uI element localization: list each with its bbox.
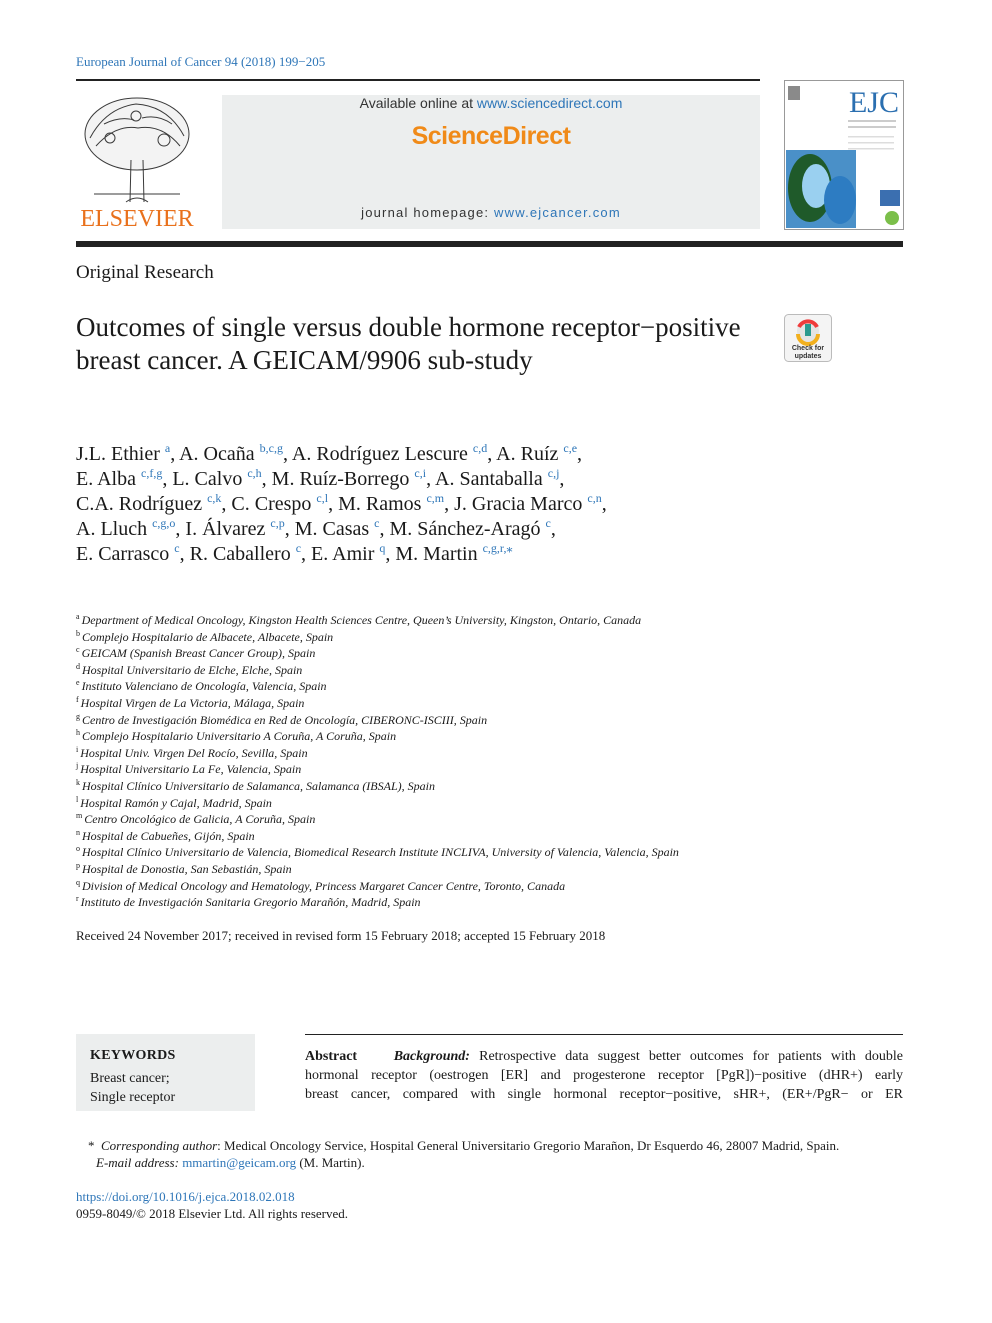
affiliation-item <box>76 695 896 712</box>
affiliation-text: Complejo Hospitalario de Albacete, Albacete, Spain <box>82 629 334 644</box>
affiliation-text: Hospital Clínico Universitario de Valencia, Biomedical Research Institute INCLIVA, University of Valencia, Valencia, Spain <box>82 845 679 860</box>
affiliation-item <box>76 745 896 762</box>
journal-homepage-link[interactable]: www.ejcancer.com <box>494 205 621 220</box>
author-name[interactable]: E. Amir <box>311 543 375 565</box>
email-owner: (M. Martin). <box>296 1155 365 1170</box>
affiliation-text: Complejo Hospitalario Universitario A Coruña, A Coruña, Spain <box>82 729 397 744</box>
affiliation-key: j <box>76 761 79 771</box>
elsevier-wordmark: ELSEVIER <box>80 206 194 230</box>
affiliation-text: Hospital de Cabueñes, Gijón, Spain <box>82 828 255 843</box>
elsevier-logo <box>76 94 198 230</box>
author-name[interactable]: E. Carrasco <box>76 543 170 565</box>
author-affiliation-marks[interactable]: c,g,r,⁎ <box>482 541 513 555</box>
author-separator: , <box>261 468 272 490</box>
affiliation-key: m <box>76 811 83 821</box>
affiliation-key: k <box>76 777 80 787</box>
affiliation-key: p <box>76 860 80 870</box>
affiliation-item <box>76 828 896 845</box>
author-name[interactable]: R. Caballero <box>189 543 291 565</box>
author-affiliation-marks[interactable]: c <box>295 541 302 555</box>
author-separator: , <box>170 443 180 465</box>
email-label: E-mail address: <box>96 1155 179 1170</box>
affiliation-key: c <box>76 645 80 655</box>
author-name[interactable]: M. Ramos <box>338 493 422 515</box>
author-separator: , <box>426 468 435 490</box>
journal-reference-link[interactable]: European Journal of Cancer 94 (2018) 199−205 <box>76 54 326 69</box>
corresponding-address: : Medical Oncology Service, Hospital General Universitario Gregorio Marañon, Dr Esquerdo 46, 28007 Madrid, Spain. <box>217 1138 840 1153</box>
affiliation-key: e <box>76 678 80 688</box>
author-separator: , <box>221 493 232 515</box>
author-affiliation-marks[interactable]: q <box>379 541 386 555</box>
article-title: Outcomes of single versus double hormone receptor−positive breast cancer. A GEICAM/9906 sub-study <box>76 312 741 375</box>
available-online <box>222 95 760 111</box>
affiliation-text: Division of Medical Oncology and Hematology, Princess Margaret Cancer Centre, Toronto, Canada <box>82 878 566 893</box>
journal-cover-thumbnail[interactable] <box>784 80 904 230</box>
author-name[interactable]: A. Lluch <box>76 518 148 540</box>
author-separator: , <box>175 518 186 540</box>
affiliation-text: Hospital Virgen de La Victoria, Málaga, Spain <box>80 695 305 710</box>
affiliation-text: Instituto Valenciano de Oncología, Valencia, Spain <box>81 679 327 694</box>
affiliation-text: Department of Medical Oncology, Kingston Health Sciences Centre, Queen’s University, Kingston, Ontario, Canada <box>81 613 642 627</box>
abstract-divider <box>305 1034 903 1035</box>
author-list <box>76 442 796 567</box>
affiliation-text: Hospital Ramón y Cajal, Madrid, Spain <box>80 795 272 810</box>
abstract-subheading: Background: <box>393 1049 470 1064</box>
article-history: Received 24 November 2017; received in revised form 15 February 2018; accepted 15 February 2018 <box>76 928 606 943</box>
affiliation-item <box>76 629 896 646</box>
header-divider <box>76 241 903 247</box>
author-separator: , <box>385 543 396 565</box>
journal-homepage-label: journal homepage: <box>361 205 495 220</box>
author-name[interactable]: A. Rodríguez Lescure <box>291 443 468 465</box>
abstract-line: breast cancer, compared with single hormonal receptor−positive, sHR+, (ER+/PgR− or ER <box>305 1087 903 1102</box>
sciencedirect-link[interactable]: www.sciencedirect.com <box>476 95 623 111</box>
author-name[interactable]: C. Crespo <box>231 493 312 515</box>
affiliation-key: i <box>76 744 79 754</box>
affiliation-text: Hospital de Donostia, San Sebastián, Spain <box>82 861 292 876</box>
top-divider <box>76 79 760 81</box>
author-separator: , <box>301 543 312 565</box>
affiliation-item <box>76 795 896 812</box>
affiliation-key: h <box>76 728 80 738</box>
affiliation-key: r <box>76 894 79 904</box>
author-separator: , <box>559 468 565 490</box>
affiliation-item <box>76 645 896 662</box>
author-separator: , <box>162 468 173 490</box>
affiliation-text: Hospital Clínico Universitario de Salamanca, Salamanca (IBSAL), Spain <box>82 778 435 793</box>
affiliation-text: Instituto de Investigación Sanitaria Gregorio Marañón, Madrid, Spain <box>80 895 421 910</box>
affiliation-key: b <box>76 628 80 638</box>
abstract-line: hormonal receptor (oestrogen [ER] and progesterone receptor [PgR])−positive (dHR+) early <box>305 1068 903 1083</box>
author-name[interactable]: A. Ocaña <box>179 443 255 465</box>
author-affiliation-marks[interactable]: c,h <box>247 466 262 480</box>
affiliation-item <box>76 778 896 795</box>
issn-copyright: 0959-8049/© 2018 Elsevier Ltd. All rights reserved. <box>76 1206 348 1221</box>
keywords-heading: KEYWORDS <box>90 1048 176 1063</box>
author-affiliation-marks[interactable]: c <box>374 516 380 530</box>
corresponding-author-note <box>88 1137 903 1171</box>
affiliation-item <box>76 712 896 729</box>
affiliation-key: q <box>76 877 80 887</box>
author-separator: , <box>601 493 607 515</box>
author-affiliation-marks[interactable]: c,f,g <box>141 466 163 480</box>
author-name[interactable]: J.L. Ethier <box>76 443 160 465</box>
author-separator: , <box>577 443 583 465</box>
abstract-text: Retrospective data suggest better outcomes for patients with double <box>479 1049 903 1064</box>
author-affiliation-marks[interactable]: b,c,g <box>259 441 283 455</box>
author-separator: , <box>379 518 390 540</box>
article-type: Original Research <box>76 262 214 283</box>
affiliation-item <box>76 811 896 828</box>
author-affiliation-marks[interactable]: c,d <box>472 441 488 455</box>
affiliation-key: d <box>76 661 80 671</box>
author-separator: , <box>282 443 292 465</box>
author-separator: , <box>550 518 556 540</box>
abstract-heading: Abstract <box>305 1049 358 1064</box>
author-separator: , <box>444 493 455 515</box>
check-for-updates-badge[interactable] <box>784 314 832 362</box>
affiliation-item <box>76 612 896 629</box>
author-name[interactable]: E. Alba <box>76 468 136 490</box>
affiliation-item <box>76 878 896 895</box>
author-affiliation-marks[interactable]: c,m <box>426 491 445 505</box>
affiliation-item <box>76 844 896 861</box>
author-name[interactable]: M. Sánchez-Aragó <box>389 518 541 540</box>
author-name[interactable]: J. Gracia Marco <box>454 493 583 515</box>
author-affiliation-marks[interactable]: a <box>164 441 171 455</box>
affiliation-key: l <box>76 794 79 804</box>
author-affiliation-marks[interactable]: c,p <box>270 516 285 530</box>
available-online-label: Available online at <box>359 95 477 111</box>
affiliation-text: Hospital Universitario La Fe, Valencia, Spain <box>80 762 302 777</box>
author-separator: , <box>487 443 497 465</box>
author-separator: , <box>179 543 190 565</box>
author-affiliation-marks[interactable]: c,e <box>563 441 578 455</box>
affiliation-list <box>76 612 896 911</box>
affiliation-item <box>76 894 896 911</box>
affiliation-key: g <box>76 711 80 721</box>
author-name[interactable]: A. Santaballa <box>435 468 543 490</box>
affiliation-text: GEICAM (Spanish Breast Cancer Group), Spain <box>81 646 316 661</box>
check-for-updates-label-1: Check for <box>791 345 825 352</box>
keywords-list <box>90 1069 175 1107</box>
author-name[interactable]: I. Álvarez <box>185 518 266 540</box>
affiliation-key: n <box>76 827 80 837</box>
keyword-item: Single receptor <box>90 1090 176 1105</box>
affiliation-item <box>76 728 896 745</box>
author-affiliation-marks[interactable]: c,l <box>316 491 329 505</box>
author-separator: , <box>284 518 295 540</box>
author-name[interactable]: M. Casas <box>294 518 370 540</box>
author-affiliation-marks[interactable]: c,j <box>547 466 560 480</box>
author-name[interactable]: M. Ruíz-Borrego <box>271 468 410 490</box>
author-name[interactable]: L. Calvo <box>172 468 243 490</box>
author-affiliation-marks[interactable]: c,i <box>414 466 427 480</box>
sciencedirect-wordmark[interactable]: ScienceDirect <box>411 122 571 150</box>
author-name[interactable]: C.A. Rodríguez <box>76 493 203 515</box>
author-name[interactable]: A. Ruíz <box>496 443 559 465</box>
check-for-updates-label-2: updates <box>794 353 822 360</box>
affiliation-item <box>76 662 896 679</box>
affiliation-key: f <box>76 694 79 704</box>
author-affiliation-marks[interactable]: c,k <box>207 491 222 505</box>
elsevier-tree-icon <box>85 98 189 202</box>
corresponding-marker: * <box>88 1138 95 1153</box>
corresponding-label: Corresponding author <box>101 1138 218 1153</box>
author-affiliation-marks[interactable]: c <box>174 541 180 555</box>
affiliation-key: a <box>76 612 80 621</box>
affiliation-item <box>76 678 896 695</box>
keyword-item: Breast cancer; <box>90 1071 170 1086</box>
journal-homepage <box>222 205 760 220</box>
affiliation-text: Centro Oncológico de Galicia, A Coruña, Spain <box>84 812 316 827</box>
affiliation-text: Hospital Univ. Virgen Del Rocío, Sevilla, Spain <box>80 745 308 760</box>
affiliation-text: Hospital Universitario de Elche, Elche, Spain <box>82 662 303 677</box>
author-name[interactable]: M. Martin <box>395 543 478 565</box>
cover-title: EJC <box>848 86 900 119</box>
email-link[interactable]: mmartin@geicam.org <box>182 1155 297 1170</box>
author-affiliation-marks[interactable]: c,n <box>587 491 602 505</box>
affiliation-item <box>76 861 896 878</box>
affiliation-item <box>76 761 896 778</box>
author-affiliation-marks[interactable]: c <box>545 516 551 530</box>
affiliation-text: Centro de Investigación Biomédica en Red de Oncología, CIBERONC-ISCIII, Spain <box>82 712 488 727</box>
doi-link[interactable]: https://doi.org/10.1016/j.ejca.2018.02.018 <box>76 1189 295 1204</box>
abstract-line <box>305 1047 903 1066</box>
affiliation-key: o <box>76 844 80 854</box>
abstract <box>305 1047 903 1104</box>
author-affiliation-marks[interactable]: c,g,o <box>152 516 176 530</box>
author-separator: , <box>328 493 339 515</box>
